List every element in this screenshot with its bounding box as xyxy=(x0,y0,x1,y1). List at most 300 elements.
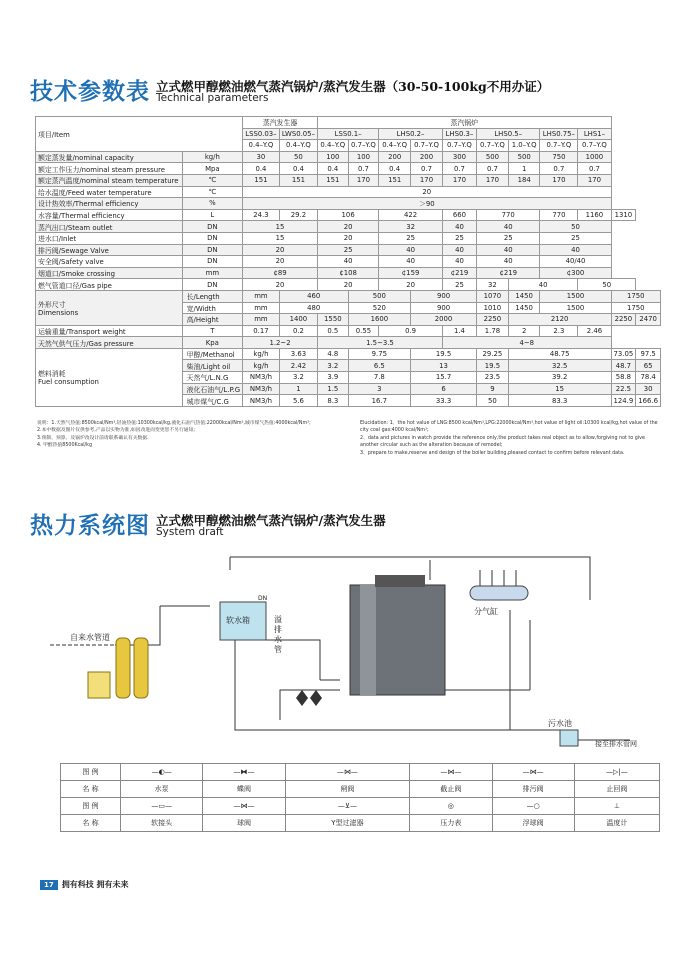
value-cell: 770 xyxy=(477,209,540,221)
value-cell: 3.9 xyxy=(318,372,349,384)
table-row xyxy=(36,174,661,186)
value-cell: 1.5~3.5 xyxy=(318,337,443,349)
header-item: 项目/Item xyxy=(36,117,243,152)
table-row xyxy=(36,198,661,210)
value-cell: 0.5 xyxy=(318,325,349,337)
thermometer-icon: ⊥ xyxy=(613,802,620,810)
table-row xyxy=(36,337,661,349)
param-name: 额定蒸汽温度/nominal steam temperature xyxy=(36,174,183,186)
value-cell: 40 xyxy=(442,221,476,233)
value-cell: 20 xyxy=(318,221,379,233)
unit-cell: mm xyxy=(243,314,280,326)
unit-cell: mm xyxy=(243,290,280,302)
boiler-highlight xyxy=(360,585,376,695)
value-cell: 40 xyxy=(477,256,540,268)
sub-label: 液化石油气/L.P.G xyxy=(182,383,242,395)
value-cell: 2000 xyxy=(411,314,477,326)
value-cell: 22.5 xyxy=(611,383,636,395)
value-cell: 170 xyxy=(578,174,611,186)
value-cell: 200 xyxy=(411,151,443,163)
value-cell: 151 xyxy=(379,174,411,186)
value-cell: 1450 xyxy=(508,302,540,314)
notes-en: Elucidation: 1、the hot value of LNG:8500 kcal/Nm³,LPG:22000kcal/Nm³,hot value of light oil:10300 kcal/kg,hot value of the city coal gas:4000 kcal/Nm³; 2、data and pictures in watch provide the reference only,the product takes real object as to allow,forgiving not to give another circular such as the alteration because of remodel; 3、prepare to make,reserve and design of the boiler building,pleased contact to confirm before relevant data. xyxy=(360,421,658,456)
model-cell: LSS0.1– xyxy=(318,128,379,140)
legend-name: Y型过滤器 xyxy=(285,815,410,832)
value-cell: 184 xyxy=(508,174,540,186)
value-cell: 1000 xyxy=(578,151,611,163)
table-row xyxy=(36,244,661,256)
tech-params-title: 技术参数表 xyxy=(30,79,150,106)
value-cell: 1310 xyxy=(611,209,636,221)
value-cell: 20 xyxy=(243,279,318,291)
sub-label: 高/Height xyxy=(182,314,242,326)
legend-name: 软接头 xyxy=(121,815,203,832)
value-cell: 2 xyxy=(508,325,540,337)
table-row xyxy=(36,325,661,337)
value-cell: 170 xyxy=(442,174,476,186)
value-cell: 0.7 xyxy=(477,163,509,175)
table-row xyxy=(36,256,661,268)
value-cell: ＞90 xyxy=(243,198,611,210)
legend-table xyxy=(60,763,660,832)
check-valve-icon: —▷|— xyxy=(606,768,628,776)
value-cell: 2.46 xyxy=(578,325,611,337)
model-cell: LHS0.3– xyxy=(442,128,476,140)
fuel-label: 燃料消耗 Fuel consumption xyxy=(36,348,183,406)
value-cell: 15 xyxy=(508,383,611,395)
value-cell: 2250 xyxy=(611,314,636,326)
pressure-cell: 0.4–Y.Q xyxy=(279,140,317,152)
legend-name: 压力表 xyxy=(410,815,492,832)
value-cell: 3 xyxy=(348,383,410,395)
value-cell: 100 xyxy=(318,151,349,163)
legend-name: 温度计 xyxy=(574,815,659,832)
pressure-cell: 0.4–Y.Q xyxy=(379,140,411,152)
label-tap-water: 自来水管道 xyxy=(70,633,110,642)
tech-params-subtitle-en: Technical parameters xyxy=(156,92,269,105)
value-cell: 48.75 xyxy=(508,348,611,360)
pressure-cell: 0.4–Y.Q xyxy=(243,140,280,152)
value-cell: 25 xyxy=(477,232,540,244)
value-cell: 0.4 xyxy=(318,163,349,175)
sub-label: 甲醇/Methanol xyxy=(182,348,242,360)
value-cell: 65 xyxy=(636,360,661,372)
sewage-pool xyxy=(560,730,578,746)
value-cell: 100 xyxy=(348,151,379,163)
value-cell: 1.2~2 xyxy=(243,337,318,349)
value-cell: 50 xyxy=(578,279,636,291)
value-cell: 25 xyxy=(318,244,379,256)
value-cell: 78.4 xyxy=(636,372,661,384)
value-cell: 7.8 xyxy=(348,372,410,384)
flexible-joint-icon: —▭— xyxy=(151,802,172,810)
value-cell: 0.4 xyxy=(279,163,317,175)
value-cell: 30 xyxy=(243,151,280,163)
butterfly-valve-icon: —⧓— xyxy=(233,768,255,776)
value-cell: 1550 xyxy=(318,314,349,326)
value-cell: 25 xyxy=(442,232,476,244)
dimensions-label: 外形尺寸 Dimensions xyxy=(36,290,183,325)
value-cell: 1450 xyxy=(508,290,540,302)
unit-cell: kg/h xyxy=(243,360,280,372)
value-cell: 106 xyxy=(318,209,379,221)
param-name: 设计热效率/Thermal efficiency xyxy=(36,198,183,210)
pressure-cell: 0.7–Y.Q xyxy=(411,140,443,152)
value-cell: 1750 xyxy=(611,290,660,302)
table-row xyxy=(36,209,661,221)
value-cell: 422 xyxy=(379,209,443,221)
value-cell: 0.2 xyxy=(279,325,317,337)
value-cell: 151 xyxy=(279,174,317,186)
spec-table xyxy=(35,116,661,407)
value-cell: 1010 xyxy=(477,302,509,314)
value-cell: 1.5 xyxy=(318,383,349,395)
value-cell: 1.78 xyxy=(477,325,509,337)
footer xyxy=(40,879,129,890)
value-cell: 29.25 xyxy=(477,348,509,360)
page-number: 17 xyxy=(40,880,58,890)
blowdown-valve-icon: —⋈— xyxy=(522,768,544,776)
param-name: 水容量/Thermal efficiency xyxy=(36,209,183,221)
value-cell: 13 xyxy=(411,360,477,372)
value-cell: 40 xyxy=(477,221,540,233)
y-strainer-icon: —⊻— xyxy=(337,802,357,810)
value-cell: ¢89 xyxy=(243,267,318,279)
pressure-cell: 0.7–Y.Q xyxy=(540,140,578,152)
value-cell: 0.7 xyxy=(540,163,578,175)
param-name: 燃气管道口径/Gas pipe xyxy=(36,279,183,291)
value-cell: 0.7 xyxy=(411,163,443,175)
value-cell: 6 xyxy=(411,383,477,395)
table-row xyxy=(36,151,661,163)
label-sewage-pool: 污水池 xyxy=(548,719,572,728)
param-name: 额定蒸发量/nominal capacity xyxy=(36,151,183,163)
unit-cell: NM3/h xyxy=(243,372,280,384)
sub-label: 宽/Width xyxy=(182,302,242,314)
value-cell: 300 xyxy=(442,151,476,163)
value-cell: 2.42 xyxy=(279,360,317,372)
softener-tank-1 xyxy=(116,638,130,698)
value-cell: 40 xyxy=(540,244,611,256)
svg-text:溢: 溢 xyxy=(274,615,282,624)
table-header-row xyxy=(36,117,661,129)
gate-valve-icon: —⋈— xyxy=(336,768,358,776)
pressure-cell: 0.7–Y.Q xyxy=(477,140,509,152)
unit-cell: DN xyxy=(182,279,242,291)
pressure-gauge-icon: ◎ xyxy=(447,802,454,810)
value-cell: 6.5 xyxy=(348,360,410,372)
softener-tank-2 xyxy=(134,638,148,698)
value-cell: 1.4 xyxy=(442,325,476,337)
value-cell: 58.8 xyxy=(611,372,636,384)
sub-label: 柴油/Light oil xyxy=(182,360,242,372)
value-cell: 520 xyxy=(348,302,410,314)
unit-cell: ℃ xyxy=(182,186,242,198)
value-cell: 2470 xyxy=(636,314,661,326)
value-cell: 500 xyxy=(348,290,410,302)
system-subtitle-en: System draft xyxy=(156,526,224,539)
label-dn: DN xyxy=(258,595,268,602)
value-cell: 50 xyxy=(279,151,317,163)
notes-cn: 说明：1.天然气热值:8500kcal/Nm³,轻油热值:10300kcal/kg,液化石油气热值:22000kcal/Nm³,城市煤气热值:4000kcal/Nm³; 2.本中数据及图片仅供参考,产品以实物为准,如因改进而变更恕不另行通知; 3.预制、预算、及锅炉改设计前请联系确认有关数据. 4. 甲醇热值8500Kcal/kg xyxy=(37,421,311,449)
value-cell: 170 xyxy=(477,174,509,186)
value-cell: 151 xyxy=(318,174,349,186)
label-header: 分气缸 xyxy=(474,607,498,616)
svg-text:管: 管 xyxy=(274,645,282,654)
value-cell: 1600 xyxy=(348,314,410,326)
value-cell: 15 xyxy=(243,221,318,233)
param-name: 运输重量/Transport weight xyxy=(36,325,183,337)
sub-label: 长/Length xyxy=(182,290,242,302)
value-cell: 32 xyxy=(477,279,509,291)
table-row xyxy=(36,232,661,244)
table-row xyxy=(36,267,661,279)
value-cell: 40 xyxy=(318,256,379,268)
value-cell: 32.5 xyxy=(508,360,611,372)
value-cell: 97.5 xyxy=(636,348,661,360)
model-cell: LHS1– xyxy=(578,128,611,140)
value-cell: 750 xyxy=(540,151,578,163)
value-cell: 39.2 xyxy=(508,372,611,384)
value-cell: 20 xyxy=(318,232,379,244)
value-cell: 40/40 xyxy=(540,256,611,268)
unit-cell: % xyxy=(182,198,242,210)
param-name: 安全阀/Safety valve xyxy=(36,256,183,268)
value-cell: 0.7 xyxy=(578,163,611,175)
value-cell: 29.2 xyxy=(279,209,317,221)
footer-slogan: 拥有科技 拥有未来 xyxy=(61,880,129,889)
legend-name: 截止阀 xyxy=(410,781,492,798)
value-cell: 19.5 xyxy=(477,360,509,372)
legend-name: 浮球阀 xyxy=(492,815,574,832)
ball-valve-icon: —⋈— xyxy=(233,802,255,810)
value-cell: 20 xyxy=(243,244,318,256)
boiler-top xyxy=(375,575,425,587)
legend-name: 水泵 xyxy=(121,781,203,798)
value-cell: 0.55 xyxy=(348,325,379,337)
value-cell: 20 xyxy=(379,279,443,291)
pressure-cell: 0.4–Y.Q xyxy=(318,140,349,152)
value-cell: ¢219 xyxy=(442,267,476,279)
value-cell: 25 xyxy=(379,232,443,244)
pipe-tank-boiler xyxy=(260,630,320,680)
param-name: 烟道口/Smoke crossing xyxy=(36,267,183,279)
value-cell: 16.7 xyxy=(348,395,410,407)
value-cell: 9 xyxy=(477,383,509,395)
value-cell: 2250 xyxy=(477,314,509,326)
tech-params-heading xyxy=(30,80,549,104)
legend-name: 排污阀 xyxy=(492,781,574,798)
value-cell: 124.9 xyxy=(611,395,636,407)
param-name: 排污阀/Sewage Valve xyxy=(36,244,183,256)
value-cell: 900 xyxy=(411,290,477,302)
legend-head-name-2: 名 称 xyxy=(61,815,121,832)
value-cell: ¢159 xyxy=(379,267,443,279)
value-cell: 480 xyxy=(279,302,348,314)
param-name: 蒸汽出口/Steam outlet xyxy=(36,221,183,233)
value-cell: 2120 xyxy=(508,314,611,326)
value-cell: 15 xyxy=(243,232,318,244)
sub-label: 城市煤气/C.G xyxy=(182,395,242,407)
system-title: 热力系统图 xyxy=(30,513,150,540)
value-cell: 40 xyxy=(379,256,443,268)
value-cell: 3.2 xyxy=(279,372,317,384)
value-cell: 73.05 xyxy=(611,348,636,360)
value-cell: 40 xyxy=(477,244,540,256)
legend-head-name: 名 称 xyxy=(61,781,121,798)
unit-cell: Mpa xyxy=(182,163,242,175)
param-name: 给水温度/Feed water temperature xyxy=(36,186,183,198)
unit-cell: kg/h xyxy=(243,348,280,360)
value-cell: ¢108 xyxy=(318,267,379,279)
svg-text:排: 排 xyxy=(274,625,282,634)
value-cell: 0.17 xyxy=(243,325,280,337)
value-cell: 0.4 xyxy=(379,163,411,175)
value-cell: 0.7 xyxy=(442,163,476,175)
unit-cell: DN xyxy=(182,244,242,256)
value-cell: 500 xyxy=(508,151,540,163)
value-cell: ¢219 xyxy=(477,267,540,279)
value-cell: 166.6 xyxy=(636,395,661,407)
legend-head-symbol: 图 例 xyxy=(61,764,121,781)
float-valve-icon: —○ xyxy=(526,802,540,810)
value-cell: 1 xyxy=(279,383,317,395)
value-cell: 23.5 xyxy=(477,372,509,384)
value-cell: 170 xyxy=(540,174,578,186)
pump-group xyxy=(296,690,322,706)
value-cell: 900 xyxy=(411,302,477,314)
model-cell: LWS0.05– xyxy=(279,128,317,140)
value-cell: 4.8 xyxy=(318,348,349,360)
unit-cell: L xyxy=(182,209,242,221)
unit-cell: ℃ xyxy=(182,174,242,186)
header-group-generator: 蒸汽发生器 xyxy=(243,117,318,129)
model-cell: LHS0.5– xyxy=(477,128,540,140)
value-cell: 1500 xyxy=(540,290,611,302)
value-cell: 1 xyxy=(508,163,540,175)
value-cell: 40 xyxy=(442,256,476,268)
table-row xyxy=(36,221,661,233)
system-diagram xyxy=(30,550,670,762)
label-overflow xyxy=(274,614,282,654)
value-cell: 8.3 xyxy=(318,395,349,407)
unit-cell: DN xyxy=(182,232,242,244)
value-cell: 40 xyxy=(442,244,476,256)
value-cell: 500 xyxy=(477,151,509,163)
value-cell: 48.7 xyxy=(611,360,636,372)
value-cell: 1160 xyxy=(578,209,611,221)
value-cell: 32 xyxy=(379,221,443,233)
globe-valve-icon: —⋈— xyxy=(440,768,462,776)
table-row xyxy=(36,279,661,291)
model-cell: LHS0.75– xyxy=(540,128,578,140)
legend-name: 止回阀 xyxy=(574,781,659,798)
table-row xyxy=(36,348,661,360)
value-cell: 25 xyxy=(540,232,611,244)
value-cell: 19.5 xyxy=(411,348,477,360)
legend-name: 球阀 xyxy=(203,815,285,832)
label-drain: 接至排水管网 xyxy=(595,740,637,748)
pressure-cell: 0.7–Y.Q xyxy=(348,140,379,152)
value-cell: 1500 xyxy=(540,302,611,314)
table-row xyxy=(36,290,661,302)
unit-cell: mm xyxy=(182,267,242,279)
legend-head-symbol-2: 图 例 xyxy=(61,798,121,815)
label-soft-tank: 软水箱 xyxy=(226,616,250,625)
value-cell: 20 xyxy=(243,186,611,198)
value-cell: 460 xyxy=(279,290,348,302)
value-cell: 5.6 xyxy=(279,395,317,407)
value-cell: 25 xyxy=(442,279,476,291)
system-heading xyxy=(30,514,386,538)
value-cell: 0.7 xyxy=(348,163,379,175)
value-cell: 0.9 xyxy=(379,325,443,337)
unit-cell: T xyxy=(182,325,242,337)
brine-tank xyxy=(88,672,110,698)
value-cell: 1070 xyxy=(477,290,509,302)
pressure-cell: 0.7–Y.Q xyxy=(442,140,476,152)
value-cell: 770 xyxy=(540,209,578,221)
unit-cell: NM3/h xyxy=(243,383,280,395)
value-cell: 660 xyxy=(442,209,476,221)
tech-params-subtitle: 立式燃甲醇燃油燃气蒸汽锅炉/蒸汽发生器（30-50-100kg不用办证） xyxy=(156,79,550,94)
unit-cell: mm xyxy=(243,302,280,314)
value-cell: 3.2 xyxy=(318,360,349,372)
legend-name: 蝶阀 xyxy=(203,781,285,798)
pressure-cell: 1.0–Y.Q xyxy=(508,140,540,152)
pressure-cell: 0.7–Y.Q xyxy=(578,140,611,152)
value-cell: 20 xyxy=(318,279,379,291)
value-cell: 50 xyxy=(540,221,611,233)
model-cell: LHS0.2– xyxy=(379,128,443,140)
value-cell: 3.63 xyxy=(279,348,317,360)
value-cell: 1400 xyxy=(279,314,317,326)
unit-cell: kg/h xyxy=(182,151,242,163)
value-cell: 170 xyxy=(348,174,379,186)
value-cell: 1750 xyxy=(611,302,660,314)
param-name: 进水口/Inlet xyxy=(36,232,183,244)
value-cell: 40 xyxy=(508,279,577,291)
model-cell: LSS0.03– xyxy=(243,128,280,140)
unit-cell: Kpa xyxy=(182,337,242,349)
value-cell: 33.3 xyxy=(411,395,477,407)
value-cell: 40 xyxy=(379,244,443,256)
value-cell: 151 xyxy=(243,174,280,186)
steam-header xyxy=(470,586,528,600)
value-cell: 2.3 xyxy=(540,325,578,337)
value-cell: 15.7 xyxy=(411,372,477,384)
param-name: 天然气供气压力/Gas pressure xyxy=(36,337,183,349)
header-group-boiler: 蒸汽锅炉 xyxy=(318,117,612,129)
value-cell: 170 xyxy=(411,174,443,186)
value-cell: 30 xyxy=(636,383,661,395)
table-row xyxy=(36,163,661,175)
value-cell: 9.75 xyxy=(348,348,410,360)
table-row xyxy=(36,186,661,198)
sub-label: 天然气/L.N.G xyxy=(182,372,242,384)
unit-cell: DN xyxy=(182,256,242,268)
value-cell: 20 xyxy=(243,256,318,268)
unit-cell: DN xyxy=(182,221,242,233)
value-cell: ¢300 xyxy=(540,267,611,279)
unit-cell: NM3/h xyxy=(243,395,280,407)
value-cell: 0.4 xyxy=(243,163,280,175)
value-cell: 83.3 xyxy=(508,395,611,407)
system-subtitle: 立式燃甲醇燃油燃气蒸汽锅炉/蒸汽发生器 xyxy=(156,513,386,528)
value-cell: 200 xyxy=(379,151,411,163)
value-cell: 50 xyxy=(477,395,509,407)
pump-icon: —◐— xyxy=(151,768,172,776)
